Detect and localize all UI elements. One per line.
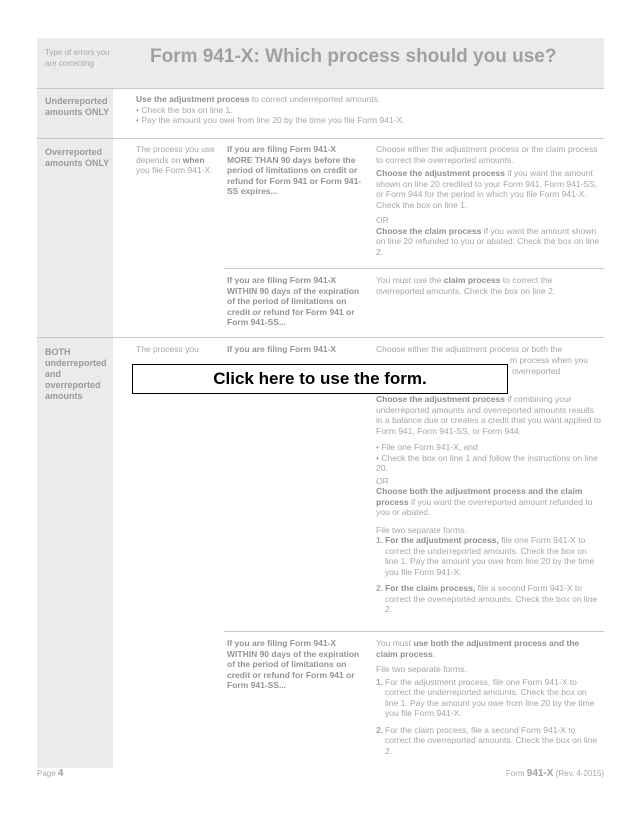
form-num: 941-X xyxy=(526,768,554,779)
item-number: 2. xyxy=(376,583,384,593)
row3-adj-bold: Choose the adjustment process xyxy=(376,394,505,404)
row2-within-text: You must use the xyxy=(376,275,444,285)
row2-claim-text: if you want the amount shown on line 20 refunded to you or abated. Check the box on line 2. xyxy=(376,225,600,257)
row-label-both: BOTH underreported and overreported amounts xyxy=(45,347,107,401)
row3-both-text: if you want the overreported amount refunded to you or abated. xyxy=(376,496,593,517)
row2-or: OR xyxy=(376,215,389,225)
row3-more-than: If you are filing Form 941-X xyxy=(227,344,337,354)
item-bold: For the adjustment process, xyxy=(385,535,499,545)
divider xyxy=(224,268,604,269)
page-prefix: Page xyxy=(37,769,58,778)
numbered-item xyxy=(376,725,602,757)
row1-lead-bold: Use the adjustment process xyxy=(136,94,250,104)
row1-bullet: • Pay the amount you owe from line 20 by the time you file Form 941-X. xyxy=(136,115,405,125)
row2-within-bold: claim process xyxy=(443,275,501,285)
row3-or: OR xyxy=(376,475,389,486)
row3-both-bold: Choose both the adjustment process and the claim process xyxy=(376,486,583,507)
column-heading-error-type: Type of errors you are correcting xyxy=(45,48,110,68)
row2-intro xyxy=(136,144,216,176)
row2-within: If you are filing Form 941-X WITHIN 90 days of the expiration of the period of limitations on credit or refund for Form 941 or Form 941-SS... xyxy=(227,275,360,327)
row2-intro-text: you file Form 941-X. xyxy=(136,165,213,175)
row3-bullet: • Check the box on line 1 and follow the instructions on line 20. xyxy=(376,452,598,473)
divider xyxy=(224,631,604,632)
use-form-button[interactable]: Click here to use the form. xyxy=(132,364,508,394)
left-column-shade xyxy=(37,88,113,768)
numbered-item xyxy=(376,535,602,577)
row3-intro: The process you xyxy=(136,344,199,354)
row3-must-text: You must xyxy=(376,638,414,648)
form-prefix: Form xyxy=(505,769,527,778)
form-rev: (Rev. 4-2015) xyxy=(553,769,604,778)
item-text: For the adjustment process, file one Form 941-X to correct the underreported amounts. Check the box on line 1. Pay the amount you owe from line 20 by the time you file Form 941-X. xyxy=(385,676,595,718)
row-label-overreported: Overreported amounts ONLY xyxy=(45,147,110,168)
row2-within-text: to correct the overreported amounts. Check the box on line 2. xyxy=(376,275,556,296)
row2-opt-intro: Choose either the adjustment process or the claim process to correct the overreported amounts. xyxy=(376,144,598,165)
row1-lead-text: to correct underreported amounts. xyxy=(249,94,381,104)
row3-must-bold: use both the adjustment process and the claim process xyxy=(376,638,580,659)
row3-must-text: . xyxy=(432,648,436,659)
row3-within-options xyxy=(376,638,602,756)
row3-bullet: • File one Form 941-X, and xyxy=(376,442,478,452)
row2-options xyxy=(376,144,600,257)
row1-content xyxy=(136,94,596,126)
row3-adj-text: if combining your underreported amounts and overreported amounts results in a balance due or creates a credit that you want applied to Form 941, Form 941-SS, or Form 944. xyxy=(376,394,601,436)
divider xyxy=(37,88,604,89)
row2-intro-text: The process you use depends on xyxy=(136,144,215,165)
divider xyxy=(37,138,604,139)
row3-file-two: File two separate forms. xyxy=(376,664,467,674)
item-number: 1. xyxy=(376,676,384,687)
page-title: Form 941-X: Which process should you use? xyxy=(150,46,557,67)
row2-adj-text: if you want the amount shown on line 20 credited to your Form 941, Form 941-SS, or Form 944 for the period in which you file Form 941-X. Check the box on line 1. xyxy=(376,168,598,210)
form-revision xyxy=(506,768,604,779)
row2-adj-bold: Choose the adjustment process xyxy=(376,168,505,178)
item-number: 1. xyxy=(376,535,384,545)
row2-claim-bold: Choose the claim process xyxy=(376,225,482,236)
numbered-item xyxy=(376,583,602,615)
divider xyxy=(37,337,604,338)
item-text: file one Form 941-X to correct the underreported amounts. Check the box on line 1. Pay the amount you owe from line 20 by the time you file Form 941-X. xyxy=(385,535,595,577)
item-number: 2. xyxy=(376,724,384,735)
item-text: file a second Form 941-X to correct the overreported amounts. Check the box on line 2. xyxy=(385,583,598,614)
row3-file-two: File two separate forms. xyxy=(376,524,467,535)
row3-opt-intro-end: overreported xyxy=(512,366,561,376)
item-text: For the claim process, file a second Form 941-X to correct the overreported amounts. Check the box on line 2. xyxy=(385,724,598,756)
row2-within-instruction xyxy=(376,275,600,296)
row1-bullet: • Check the box on line 1. xyxy=(136,104,233,115)
numbered-item xyxy=(376,677,602,719)
row2-intro-when: when xyxy=(182,154,205,165)
row3-within: If you are filing Form 941-X WITHIN 90 days of the expiration of the period of limitations on credit or refund for Form 941 or Form 941-SS... xyxy=(227,638,360,690)
row2-more-than: If you are filing Form 941-X MORE THAN 90 days before the period of limitations on credit or refund for Form 941 or Form 941-SS expires... xyxy=(227,144,362,196)
row3-opt-intro-mid: m process when you xyxy=(510,355,588,365)
page-num: 4 xyxy=(57,768,64,779)
page-number xyxy=(37,768,63,779)
item-bold: For the claim process, xyxy=(385,583,476,593)
row3-opt-intro: Choose either the adjustment process or both the xyxy=(376,344,563,354)
row3-options xyxy=(376,394,602,615)
row-label-underreported: Underreported amounts ONLY xyxy=(45,96,110,117)
